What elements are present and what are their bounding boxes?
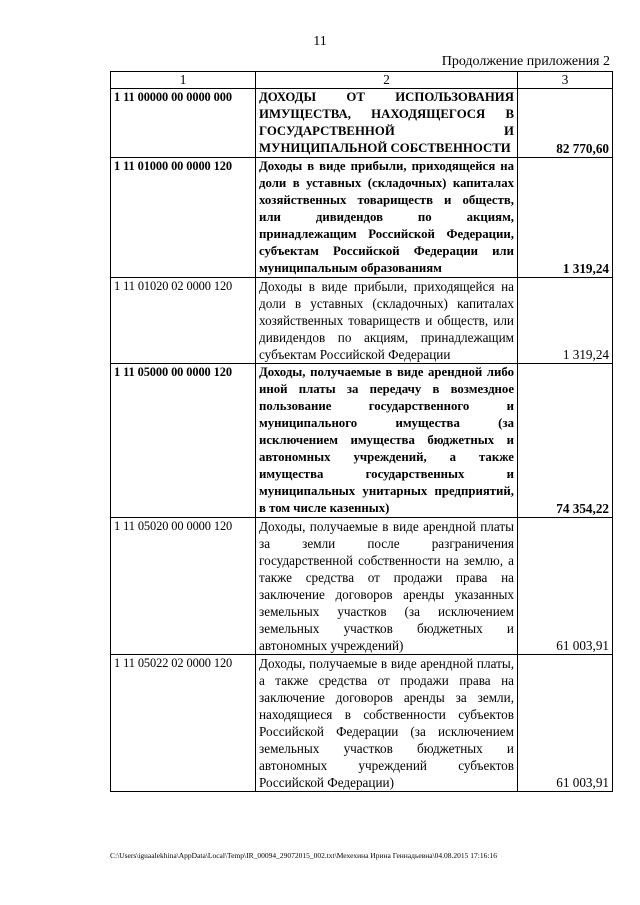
header-col-1: 1 (111, 72, 256, 89)
row-code: 1 11 05020 00 0000 120 (111, 518, 256, 655)
continuation-label: Продолжение приложения 2 (441, 54, 610, 69)
row-amount: 61 003,91 (518, 655, 613, 792)
row-code: 1 11 01020 02 0000 120 (111, 278, 256, 364)
row-amount: 1 319,24 (518, 158, 613, 278)
page-number: 11 (313, 34, 327, 49)
revenue-table (110, 71, 613, 792)
table-row (111, 364, 613, 518)
row-code: 1 11 00000 00 0000 000 (111, 89, 256, 158)
table-row (111, 655, 613, 792)
row-name: Доходы, получаемые в виде арендной либо иной платы за передачу в возмездное пользование государственного и муниципального имущества (за исключением имущества бюджетных и автономных учреждений, а также имущества государственных и муниципальных унитарных предприятий, в том числе казенных) (256, 364, 518, 518)
header-col-3: 3 (518, 72, 613, 89)
table-row (111, 89, 613, 158)
row-name: Доходы, получаемые в виде арендной платы, а также средства от продажи права на заключение договоров аренды за земли, находящиеся в собственности субъектов Российской Федерации (за исключением земельных участков бюджетных и автономных учреждений субъектов Российской Федерации) (256, 655, 518, 792)
row-name: ДОХОДЫ ОТ ИСПОЛЬЗОВАНИЯ ИМУЩЕСТВА, НАХОДЯЩЕГОСЯ В ГОСУДАРСТВЕННОЙ И МУНИЦИПАЛЬНОЙ СОБСТВЕННОСТИ (256, 89, 518, 158)
row-code: 1 11 05000 00 0000 120 (111, 364, 256, 518)
row-name: Доходы в виде прибыли, приходящейся на доли в уставных (складочных) капиталах хозяйственных товариществ и обществ, или дивидендов по акциям, принадлежащим Российской Федерации, субъектам Российской Федерации или муниципальным образованиям (256, 158, 518, 278)
row-code: 1 11 01000 00 0000 120 (111, 158, 256, 278)
row-amount: 61 003,91 (518, 518, 613, 655)
row-amount: 82 770,60 (518, 89, 613, 158)
row-code: 1 11 05022 02 0000 120 (111, 655, 256, 792)
table-row (111, 278, 613, 364)
table-row (111, 158, 613, 278)
row-name: Доходы, получаемые в виде арендной платы за земли после разграничения государственной собственности на землю, а также средства от продажи права на заключение договоров аренды указанных земельных участков (за исключением земельных участков бюджетных и автономных учреждений) (256, 518, 518, 655)
document-path-footer: C:\Users\iguaalekhina\AppData\Local\Temp\IR_00094_29072015_002.txt\Мехехина Ирина Геннадьевна\04.08.2015 17:16:16 (110, 851, 497, 860)
row-amount: 1 319,24 (518, 278, 613, 364)
table-header-row (111, 72, 613, 89)
table-row (111, 518, 613, 655)
row-name: Доходы в виде прибыли, приходящейся на доли в уставных (складочных) капиталах хозяйственных товариществ и обществ, или дивидендов по акциям, принадлежащим субъектам Российской Федерации (256, 278, 518, 364)
header-col-2: 2 (256, 72, 518, 89)
row-amount: 74 354,22 (518, 364, 613, 518)
